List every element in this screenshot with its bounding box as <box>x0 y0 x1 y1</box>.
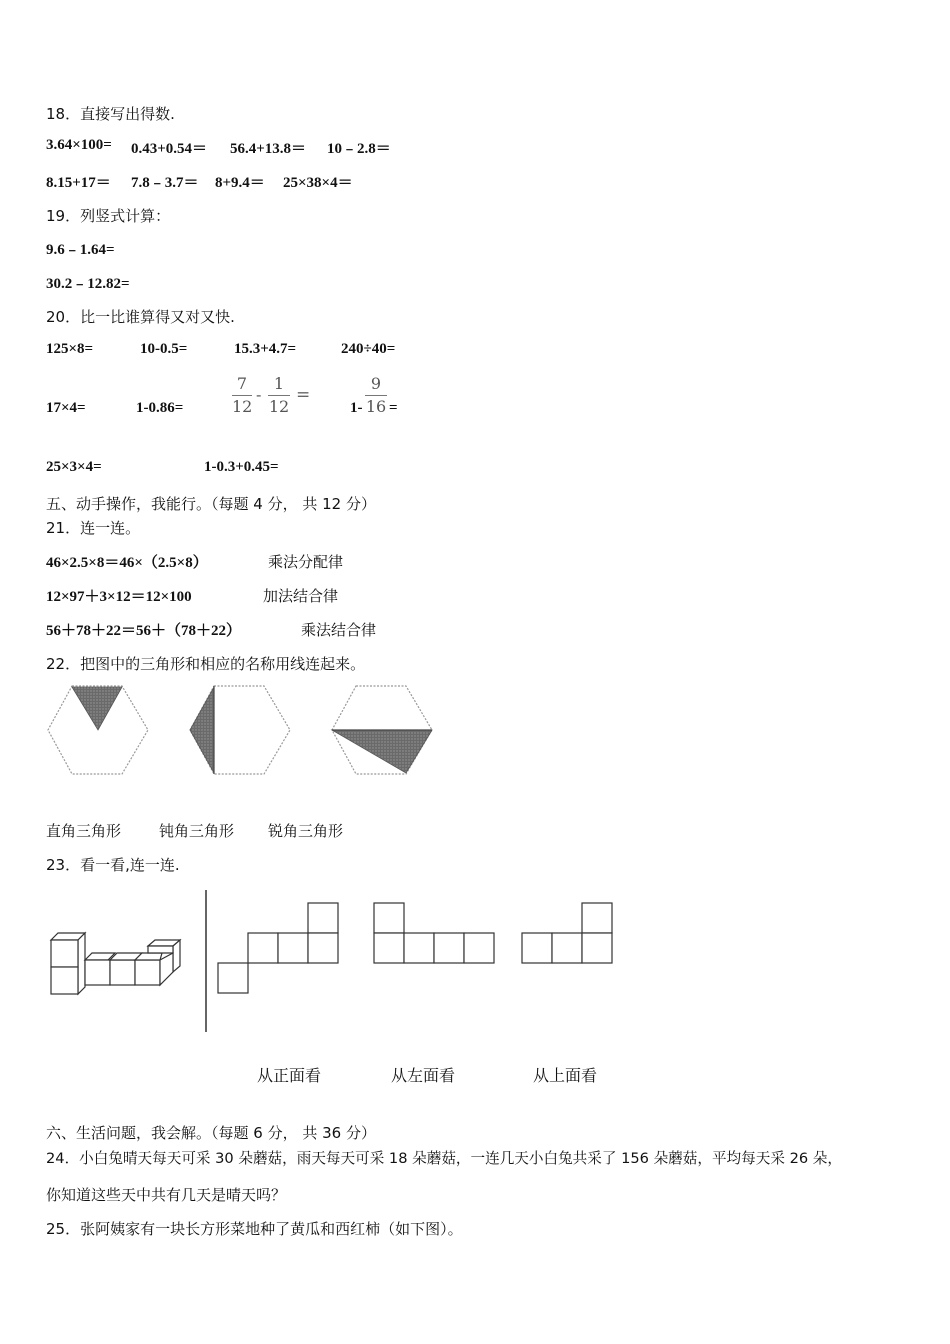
view-grid-2 <box>374 903 494 963</box>
q18-expr: 3.64×100= <box>46 137 112 153</box>
q24-text-line1: 24．小白兔晴天每天可采 30 朵蘑菇，雨天每天可采 18 朵蘑菇，一连几天小白兔共采了 156 朵蘑菇，平均每天采 26 朵， <box>46 1150 842 1167</box>
q18-expr: 8+9.4＝ <box>215 175 265 191</box>
section-6-title: 六、生活问题，我会解。（每题 6 分， 共 36 分） <box>46 1124 376 1142</box>
equals-sign: = <box>296 385 311 405</box>
q24-text-line2: 你知道这些天中共有几天是晴天吗？ <box>46 1186 287 1204</box>
view-label: 从左面看 <box>391 1066 456 1085</box>
fraction-numerator: 9 <box>370 374 382 393</box>
equals-sign: = <box>389 400 398 416</box>
fraction-denominator: 16 <box>365 397 387 416</box>
fraction-denominator: 12 <box>232 397 253 416</box>
view-grid-3 <box>522 903 612 963</box>
q19-expr: 9.6﹣1.64= <box>46 242 115 258</box>
q18-title: 18．直接写出得数. <box>46 105 175 123</box>
q20-expr: 125×8= <box>46 341 94 357</box>
q20-expr: 1-0.3+0.45= <box>204 459 279 475</box>
q21-law: 乘法分配律 <box>268 553 344 571</box>
minus-sign: - <box>256 385 262 404</box>
q20-expr: 15.3+4.7= <box>234 341 297 357</box>
q19-title: 19．列竖式计算： <box>46 207 171 225</box>
q20-expr: 10-0.5= <box>140 341 188 357</box>
q20-expr: 17×4= <box>46 400 86 416</box>
q18-expr: 25×38×4＝ <box>283 175 353 191</box>
q20-expr: 25×3×4= <box>46 459 102 475</box>
triangle-name: 直角三角形 <box>46 822 122 840</box>
q18-expr: 56.4+13.8＝ <box>230 141 307 157</box>
triangle-name: 锐角三角形 <box>268 822 344 840</box>
q20-title: 20．比一比谁算得又对又快. <box>46 308 235 326</box>
q20-expr: 1-0.86= <box>136 400 184 416</box>
q20-frac-prefix: 1- <box>350 400 363 416</box>
q21-expression: 56＋78＋22＝56＋（78＋22） <box>46 623 242 639</box>
q23-title: 23．看一看,连一连. <box>46 856 180 874</box>
q18-expr: 10﹣2.8＝ <box>327 141 391 157</box>
q25-title: 25．张阿姨家有一块长方形菜地种了黄瓜和西红柿（如下图）。 <box>46 1220 463 1238</box>
triangle-name: 钝角三角形 <box>159 822 235 840</box>
q21-expression: 12×97＋3×12＝12×100 <box>46 589 192 605</box>
q18-expr: 0.43+0.54＝ <box>131 141 208 157</box>
fraction-numerator: 1 <box>273 374 285 393</box>
q21-title: 21．连一连。 <box>46 519 141 537</box>
q22-title: 22．把图中的三角形和相应的名称用线连起来。 <box>46 655 366 673</box>
view-label: 从正面看 <box>257 1066 322 1085</box>
fraction-denominator: 12 <box>268 397 290 416</box>
section-5-title: 五、动手操作，我能行。（每题 4 分， 共 12 分） <box>46 495 376 513</box>
fraction-numerator: 7 <box>236 374 248 393</box>
q20-expr: 240÷40= <box>341 341 396 357</box>
view-label: 从上面看 <box>533 1066 598 1085</box>
view-grid-1 <box>218 903 338 993</box>
q21-expression: 46×2.5×8＝46×（2.5×8） <box>46 555 208 571</box>
q18-expr: 8.15+17＝ <box>46 175 111 191</box>
q19-expr: 30.2﹣12.82= <box>46 276 130 292</box>
q18-expr: 7.8﹣3.7＝ <box>131 175 199 191</box>
q21-law: 乘法结合律 <box>301 621 377 639</box>
q21-law: 加法结合律 <box>263 587 339 605</box>
cube-solid <box>51 933 180 994</box>
